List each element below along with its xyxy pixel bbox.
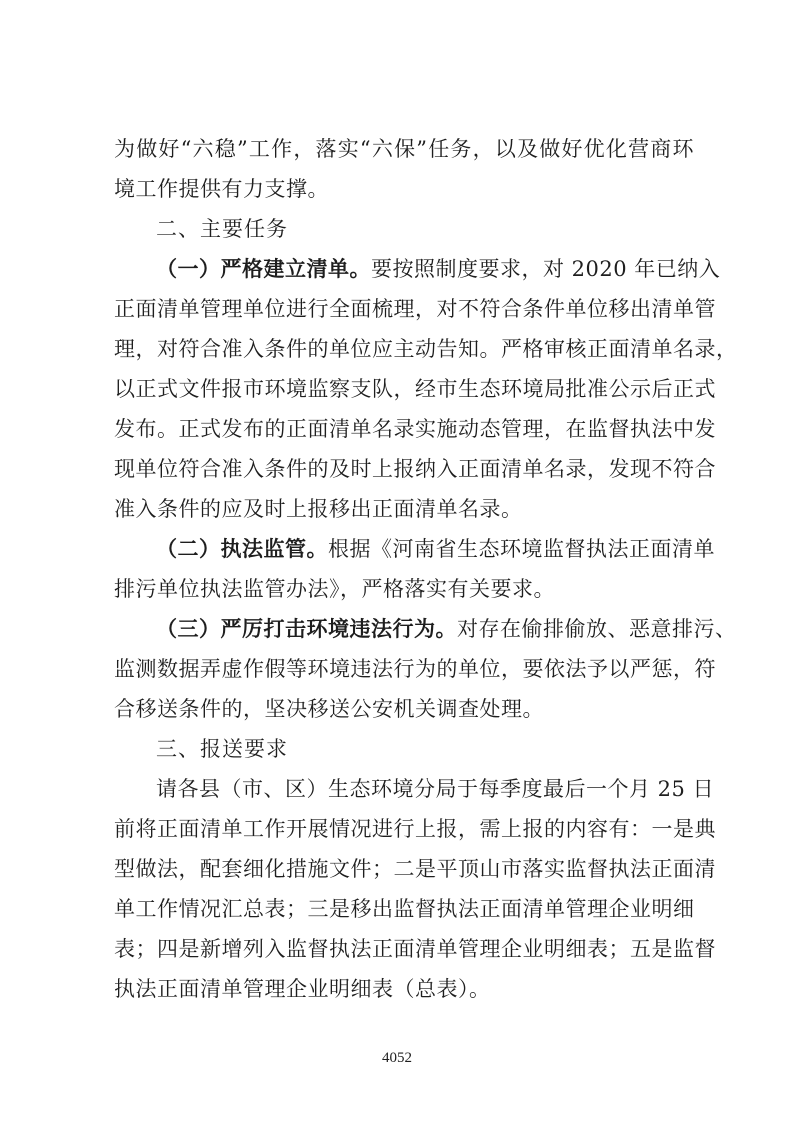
paragraph-line: 排污单位执法监管办法》，严格落实有关要求。 xyxy=(114,577,555,601)
paragraph-line: 单工作情况汇总表；三是移出监督执法正面清单管理企业明细 xyxy=(114,897,695,921)
paragraph-line: 准入条件的应及时上报移出正面清单名录。 xyxy=(114,497,523,521)
item-text: 要按照制度要求，对 2020 年已纳入 xyxy=(371,257,721,281)
item-lead: （一）严格建立清单。 xyxy=(156,256,371,281)
paragraph-line: 请各县（市、区）生态环境分局于每季度最后一个月 25 日 xyxy=(156,777,715,801)
paragraph-line: 合移送条件的，坚决移送公安机关调查处理。 xyxy=(114,697,544,721)
page-number: 4052 xyxy=(382,1050,412,1066)
paragraph-line: 型做法，配套细化措施文件；二是平顶山市落实监督执法正面清 xyxy=(114,857,716,881)
paragraph-line: 表；四是新增列入监督执法正面清单管理企业明细表；五是监督 xyxy=(114,937,716,961)
item-text: 对存在偷排偷放、恶意排污、 xyxy=(457,617,737,641)
paragraph-line: 理，对符合准入条件的单位应主动告知。严格审核正面清单名录， xyxy=(114,337,738,361)
item-text: 根据《河南省生态环境监督执法正面清单 xyxy=(328,537,715,561)
paragraph-line xyxy=(156,534,715,564)
paragraph-line: 前将正面清单工作开展情况进行上报，需上报的内容有：一是典 xyxy=(114,817,716,841)
paragraph-line xyxy=(156,254,721,284)
section-heading: 三、报送要求 xyxy=(156,737,288,761)
paragraph-line: 发布。正式发布的正面清单名录实施动态管理，在监督执法中发 xyxy=(114,417,716,441)
paragraph-line: 以正式文件报市环境监察支队，经市生态环境局批准公示后正式 xyxy=(114,377,716,401)
paragraph-line: 正面清单管理单位进行全面梳理，对不符合条件单位移出清单管 xyxy=(114,297,716,321)
paragraph-line: 现单位符合准入条件的及时上报纳入正面清单名录，发现不符合 xyxy=(114,457,716,481)
item-lead: （二）执法监管。 xyxy=(156,536,328,561)
paragraph-line: 为做好“六稳”工作，落实“六保”任务，以及做好优化营商环 xyxy=(114,137,694,161)
paragraph-line xyxy=(156,614,737,644)
paragraph-line: 监测数据弄虚作假等环境违法行为的单位，要依法予以严惩，符 xyxy=(114,657,716,681)
item-lead: （三）严厉打击环境违法行为。 xyxy=(156,616,457,641)
paragraph-line: 执法正面清单管理企业明细表（总表）。 xyxy=(114,977,491,1001)
section-heading: 二、主要任务 xyxy=(156,217,288,241)
paragraph-line: 境工作提供有力支撑。 xyxy=(114,177,329,201)
